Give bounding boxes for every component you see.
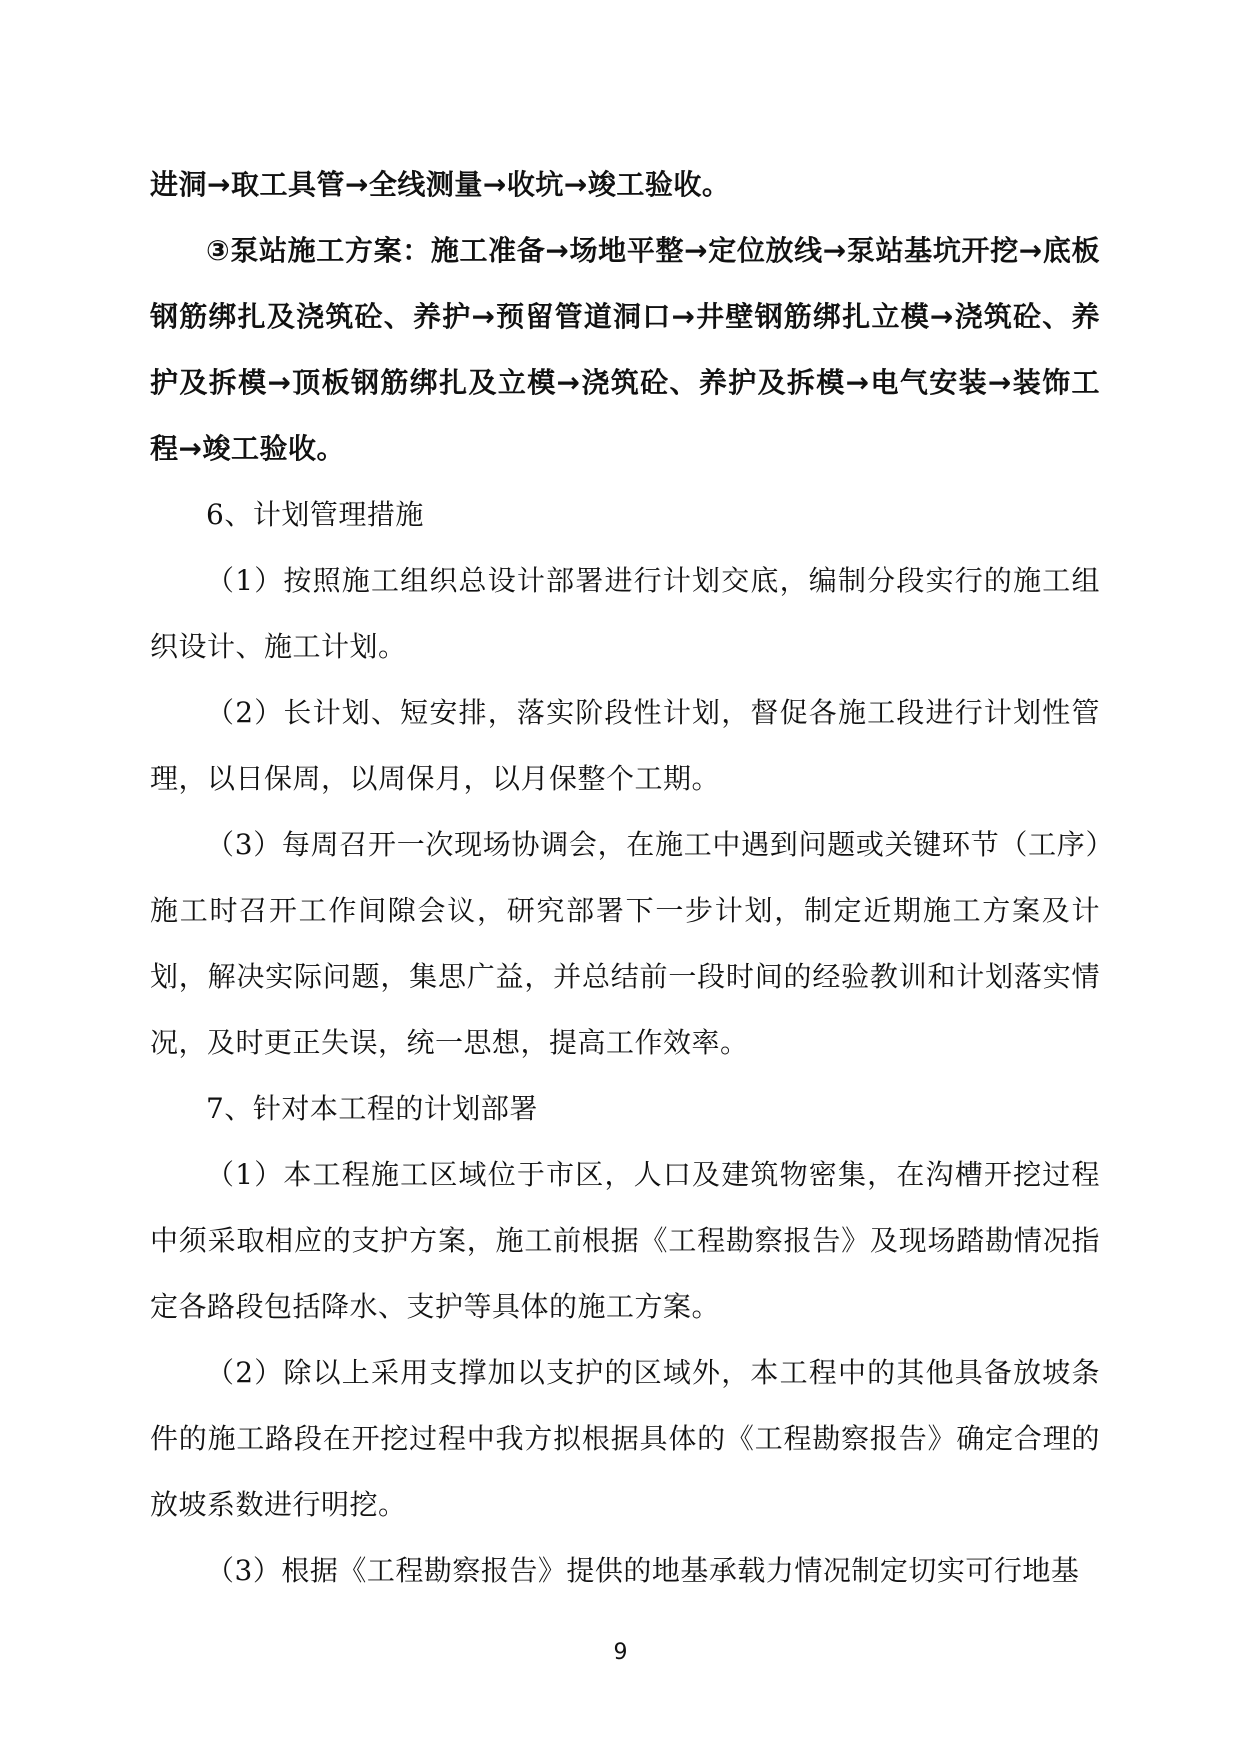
heading-plan-management: 6、计划管理措施 xyxy=(206,498,424,531)
paragraph-plan-item-1: （1）按照施工组织总设计部署进行计划交底，编制分段实行的施工组织设计、施工计划。 xyxy=(150,564,1100,663)
paragraph-project-item-1: （1）本工程施工区域位于市区，人口及建筑物密集，在沟槽开挖过程中须采取相应的支护方案，施工前根据《工程勘察报告》及现场踏勘情况指定各路段包括降水、支护等具体的施工方案。 xyxy=(150,1158,1100,1323)
paragraph-plan-item-2: （2）长计划、短安排，落实阶段性计划，督促各施工段进行计划性管理，以日保周，以周保月，以月保整个工期。 xyxy=(150,696,1100,795)
paragraph-project-item-3: （3）根据《工程勘察报告》提供的地基承载力情况制定切实可行地基 xyxy=(206,1554,1080,1587)
paragraph-project-item-2: （2）除以上采用支撑加以支护的区域外，本工程中的其他具备放坡条件的施工路段在开挖过程中我方拟根据具体的《工程勘察报告》确定合理的放坡系数进行明挖。 xyxy=(150,1356,1100,1521)
paragraph-tunnel-process-end: 进洞→取工具管→全线测量→收坑→竣工验收。 xyxy=(150,168,731,201)
paragraph-plan-item-3: （3）每周召开一次现场协调会，在施工中遇到问题或关键环节（工序）施工时召开工作间隙会议，研究部署下一步计划，制定近期施工方案及计划，解决实际问题，集思广益，并总结前一段时间的经验教训和计划落实情况，及时更正失误，统一思想，提高工作效率。 xyxy=(150,828,1100,1059)
page-number: 9 xyxy=(613,1640,628,1665)
paragraph-pump-station-plan: ③泵站施工方案：施工准备→场地平整→定位放线→泵站基坑开挖→底板钢筋绑扎及浇筑砼、养护→预留管道洞口→井壁钢筋绑扎立模→浇筑砼、养护及拆模→顶板钢筋绑扎及立模→浇筑砼、养护及拆模→电气安装→装饰工程→竣工验收。 xyxy=(150,234,1100,465)
heading-project-plan: 7、针对本工程的计划部署 xyxy=(206,1092,538,1125)
page-body xyxy=(150,152,1100,1604)
